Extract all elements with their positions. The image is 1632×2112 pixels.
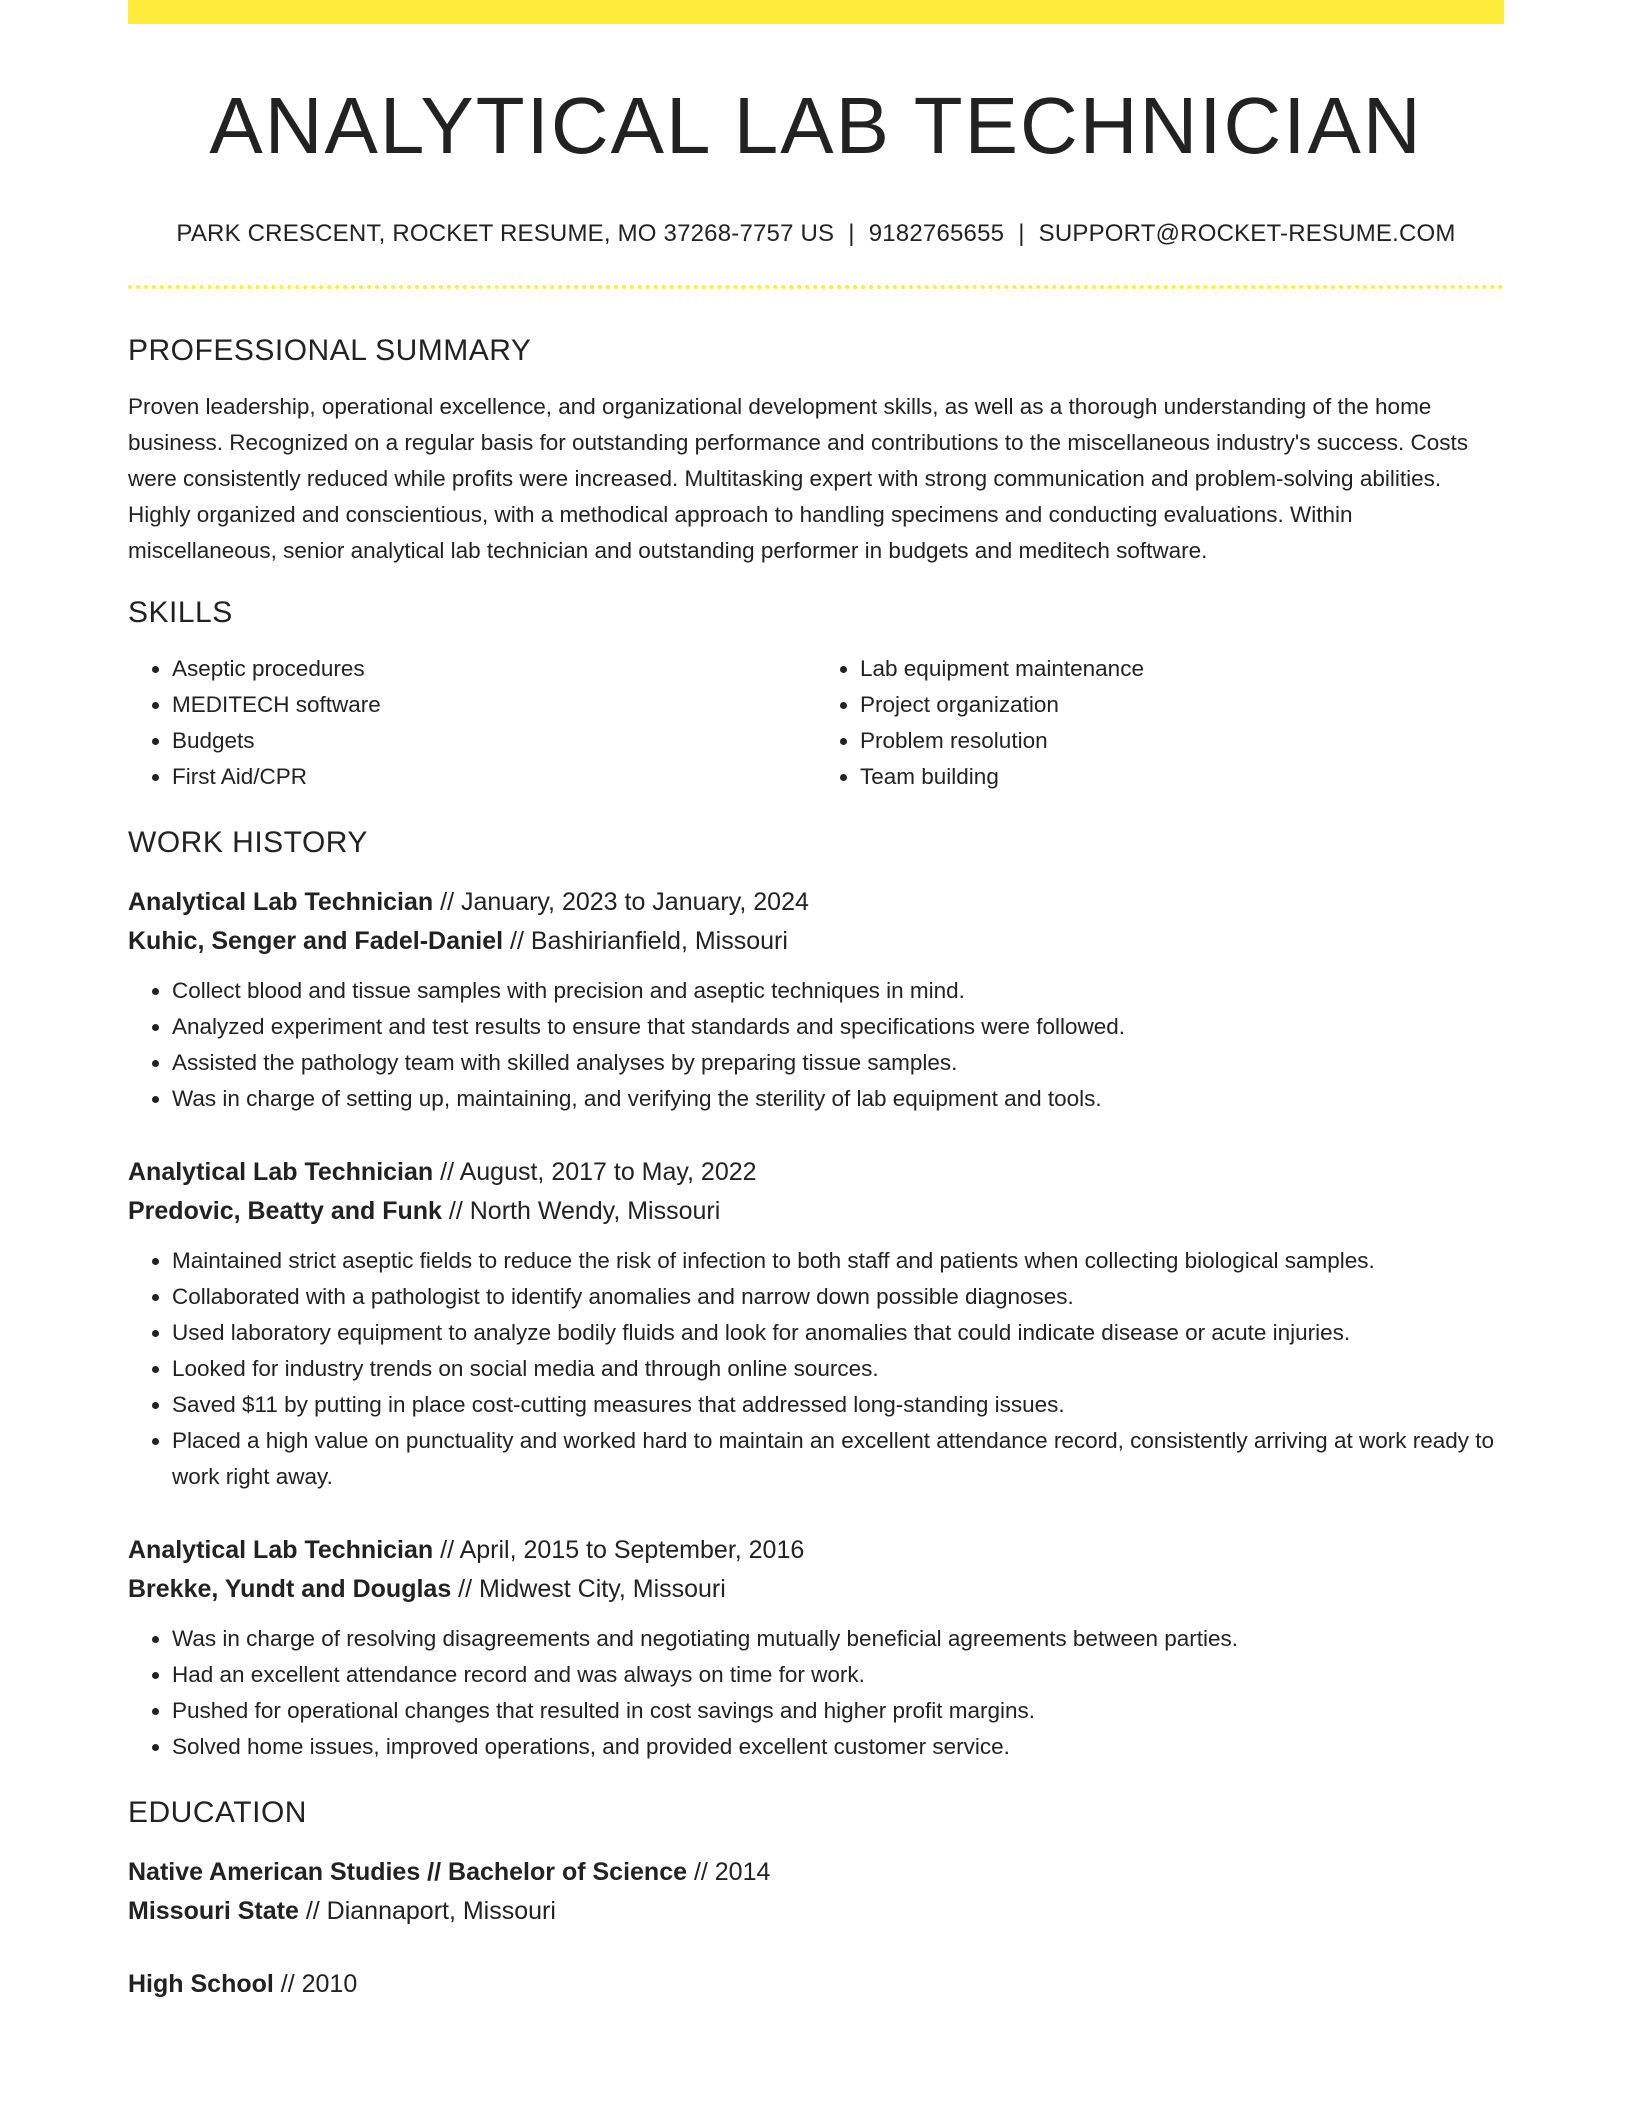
job-location: // Midwest City, Missouri [451, 1574, 726, 1603]
skill-item: • Problem resolution [860, 723, 1504, 759]
job-bullet: • Saved $11 by putting in place cost-cutting measures that addressed long-standing issues. [172, 1387, 1504, 1423]
job-title-line [128, 1153, 1504, 1192]
job-title: Analytical Lab Technician [128, 887, 434, 916]
skill-item: • Aseptic procedures [172, 651, 816, 687]
job-bullet: • Pushed for operational changes that resulted in cost savings and higher profit margins. [172, 1693, 1504, 1729]
job-bullet: • Collaborated with a pathologist to identify anomalies and narrow down possible diagnoses. [172, 1279, 1504, 1315]
education-heading: EDUCATION [128, 1795, 307, 1829]
job-company: Kuhic, Senger and Fadel-Daniel [128, 926, 504, 955]
education-school-line [128, 1892, 1504, 1931]
skills-heading: SKILLS [128, 595, 233, 629]
job-company: Predovic, Beatty and Funk [128, 1196, 442, 1225]
education-school: Missouri State [128, 1896, 299, 1925]
education-degree-line [128, 1853, 1504, 1892]
job-title: Analytical Lab Technician [128, 1157, 434, 1186]
job-bullet: • Placed a high value on punctuality and worked hard to maintain an excellent attendance record, consistently arriving at work ready to work right away. [172, 1423, 1504, 1495]
job-dates: // April, 2015 to September, 2016 [433, 1535, 805, 1564]
job-company-line [128, 1570, 1504, 1609]
contact-separator: | [1018, 220, 1025, 247]
job-bullets [128, 973, 1504, 1117]
summary-text: Proven leadership, operational excellence, and organizational development skills, as well as a thorough understanding of the home business. Recognized on a regular basis for outstanding performance and contributions to the miscellaneous industry's success. Costs were consistently reduced while profits were increased. Multitasking expert with strong communication and problem-solving abilities. Highly organized and conscientious, with a methodical approach to handling specimens and conducting evaluations. Within miscellaneous, senior analytical lab technician and outstanding performer in budgets and meditech software. [128, 393, 1469, 563]
education-entry [128, 1853, 1504, 1931]
resume-page [128, 0, 1504, 2004]
contact-line [128, 220, 1504, 249]
job-bullet: • Used laboratory equipment to analyze bodily fluids and look for anomalies that could indicate disease or acute injuries. [172, 1315, 1504, 1351]
job-bullet: • Analyzed experiment and test results to ensure that standards and specifications were followed. [172, 1009, 1504, 1045]
job-title: Analytical Lab Technician [128, 1535, 434, 1564]
job-bullet: • Looked for industry trends on social media and through online sources. [172, 1351, 1504, 1387]
education-degree: Native American Studies // Bachelor of Science [128, 1857, 687, 1886]
work-history-heading: WORK HISTORY [128, 825, 368, 859]
job-dates: // January, 2023 to January, 2024 [433, 887, 809, 916]
skills-column-left [128, 651, 816, 795]
skill-item: • First Aid/CPR [172, 759, 816, 795]
job-entry [128, 883, 1504, 1117]
contact-email: SUPPORT@ROCKET-RESUME.COM [1038, 220, 1456, 247]
education-degree: High School [128, 1969, 274, 1998]
job-location: // North Wendy, Missouri [441, 1196, 721, 1225]
job-bullet: • Was in charge of setting up, maintaining, and verifying the sterility of lab equipment and tools. [172, 1081, 1504, 1117]
job-location: // Bashirianfield, Missouri [503, 926, 788, 955]
dotted-divider [128, 285, 1504, 289]
job-company-line [128, 1192, 1504, 1231]
skill-item: • Team building [860, 759, 1504, 795]
skill-item: • Budgets [172, 723, 816, 759]
education-entry [128, 1965, 1504, 2004]
education-year: // 2010 [273, 1969, 358, 1998]
accent-top-bar [128, 0, 1504, 24]
job-title-line [128, 1531, 1504, 1570]
job-bullet: • Assisted the pathology team with skilled analyses by preparing tissue samples. [172, 1045, 1504, 1081]
education-degree-line [128, 1965, 1504, 2004]
skills-column-right [816, 651, 1504, 795]
job-bullet: • Collect blood and tissue samples with precision and aseptic techniques in mind. [172, 973, 1504, 1009]
contact-separator: | [848, 220, 855, 247]
resume-title: ANALYTICAL LAB TECHNICIAN [209, 81, 1423, 170]
contact-phone: 9182765655 [868, 220, 1005, 247]
job-company-line [128, 922, 1504, 961]
job-bullet: • Maintained strict aseptic fields to reduce the risk of infection to both staff and patients when collecting biological samples. [172, 1243, 1504, 1279]
skill-item: • Project organization [860, 687, 1504, 723]
job-bullets [128, 1243, 1504, 1495]
contact-address: PARK CRESCENT, ROCKET RESUME, MO 37268-7757 US [176, 220, 835, 247]
job-company: Brekke, Yundt and Douglas [128, 1574, 452, 1603]
skills-list [128, 651, 1504, 795]
job-entry [128, 1153, 1504, 1495]
job-entry [128, 1531, 1504, 1765]
job-bullet: • Had an excellent attendance record and was always on time for work. [172, 1657, 1504, 1693]
education-year: // 2014 [687, 1857, 771, 1886]
education-location: // Diannaport, Missouri [298, 1896, 556, 1925]
skill-item: • Lab equipment maintenance [860, 651, 1504, 687]
summary-heading: PROFESSIONAL SUMMARY [128, 333, 532, 367]
job-bullet: • Was in charge of resolving disagreements and negotiating mutually beneficial agreements between parties. [172, 1621, 1504, 1657]
job-bullet: • Solved home issues, improved operations, and provided excellent customer service. [172, 1729, 1504, 1765]
job-dates: // August, 2017 to May, 2022 [433, 1157, 757, 1186]
skill-item: • MEDITECH software [172, 687, 816, 723]
job-title-line [128, 883, 1504, 922]
job-bullets [128, 1621, 1504, 1765]
